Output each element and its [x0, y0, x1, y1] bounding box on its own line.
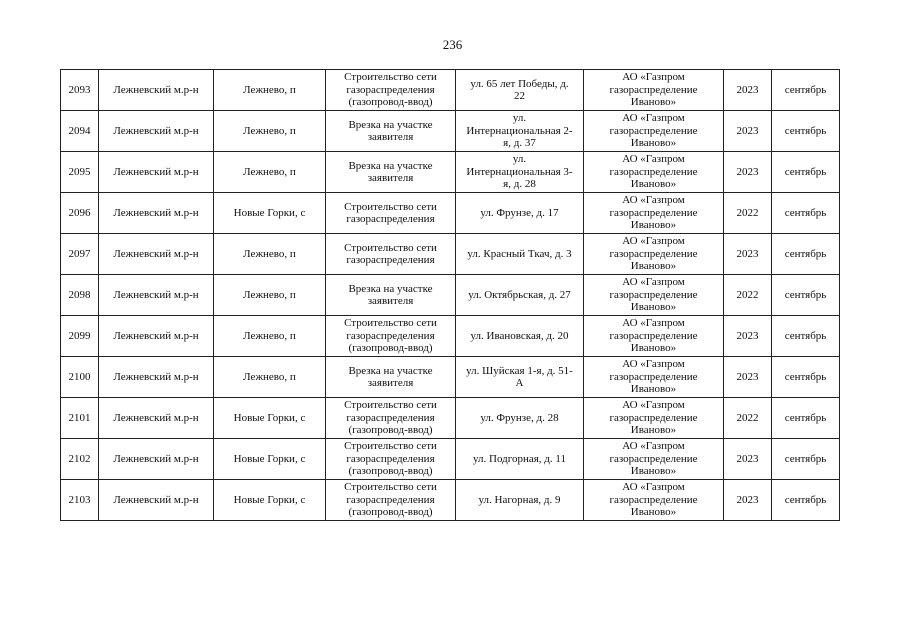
address-cell: ул. Красный Ткач, д. 3 [456, 234, 584, 275]
year-cell: 2022 [724, 398, 772, 439]
address-cell: ул. Фрунзе, д. 17 [456, 193, 584, 234]
address-cell: ул. Интернациональная 3- я, д. 28 [456, 152, 584, 193]
organization-cell: АО «Газпром газораспределение Иваново» [584, 357, 724, 398]
district-cell: Лежневский м.р-н [99, 111, 214, 152]
settlement-cell: Новые Горки, с [214, 480, 326, 521]
row-number-cell: 2093 [61, 70, 99, 111]
table-row [61, 70, 840, 111]
work-type-cell: Строительство сети газораспределения [326, 193, 456, 234]
table-row [61, 275, 840, 316]
table-row [61, 152, 840, 193]
address-cell: ул. Подгорная, д. 11 [456, 439, 584, 480]
month-cell: сентябрь [772, 480, 840, 521]
month-cell: сентябрь [772, 275, 840, 316]
work-type-cell: Строительство сети газораспределения (газопровод-ввод) [326, 316, 456, 357]
work-type-cell: Врезка на участке заявителя [326, 275, 456, 316]
district-cell: Лежневский м.р-н [99, 439, 214, 480]
month-cell: сентябрь [772, 439, 840, 480]
organization-cell: АО «Газпром газораспределение Иваново» [584, 275, 724, 316]
district-cell: Лежневский м.р-н [99, 275, 214, 316]
settlement-cell: Лежнево, п [214, 316, 326, 357]
year-cell: 2022 [724, 193, 772, 234]
district-cell: Лежневский м.р-н [99, 193, 214, 234]
address-cell: ул. Октябрьская, д. 27 [456, 275, 584, 316]
district-cell: Лежневский м.р-н [99, 480, 214, 521]
table-row [61, 398, 840, 439]
settlement-cell: Новые Горки, с [214, 439, 326, 480]
district-cell: Лежневский м.р-н [99, 70, 214, 111]
table-row [61, 193, 840, 234]
month-cell: сентябрь [772, 234, 840, 275]
address-cell: ул. 65 лет Победы, д. 22 [456, 70, 584, 111]
row-number-cell: 2096 [61, 193, 99, 234]
year-cell: 2023 [724, 234, 772, 275]
work-type-cell: Строительство сети газораспределения (газопровод-ввод) [326, 480, 456, 521]
work-type-cell: Строительство сети газораспределения [326, 234, 456, 275]
table-row [61, 439, 840, 480]
month-cell: сентябрь [772, 70, 840, 111]
address-cell: ул. Нагорная, д. 9 [456, 480, 584, 521]
work-type-cell: Строительство сети газораспределения (газопровод-ввод) [326, 70, 456, 111]
settlement-cell: Лежнево, п [214, 111, 326, 152]
district-cell: Лежневский м.р-н [99, 152, 214, 193]
district-cell: Лежневский м.р-н [99, 316, 214, 357]
table-row [61, 480, 840, 521]
table-body [61, 70, 840, 521]
organization-cell: АО «Газпром газораспределение Иваново» [584, 398, 724, 439]
settlement-cell: Новые Горки, с [214, 193, 326, 234]
settlement-cell: Лежнево, п [214, 234, 326, 275]
address-cell: ул. Шуйская 1-я, д. 51- А [456, 357, 584, 398]
year-cell: 2023 [724, 357, 772, 398]
settlement-cell: Лежнево, п [214, 357, 326, 398]
row-number-cell: 2094 [61, 111, 99, 152]
work-type-cell: Врезка на участке заявителя [326, 111, 456, 152]
month-cell: сентябрь [772, 357, 840, 398]
work-type-cell: Строительство сети газораспределения (газопровод-ввод) [326, 439, 456, 480]
row-number-cell: 2101 [61, 398, 99, 439]
row-number-cell: 2100 [61, 357, 99, 398]
table-row [61, 316, 840, 357]
district-cell: Лежневский м.р-н [99, 357, 214, 398]
table-row [61, 111, 840, 152]
row-number-cell: 2095 [61, 152, 99, 193]
table-row [61, 234, 840, 275]
district-cell: Лежневский м.р-н [99, 398, 214, 439]
row-number-cell: 2099 [61, 316, 99, 357]
organization-cell: АО «Газпром газораспределение Иваново» [584, 70, 724, 111]
work-type-cell: Строительство сети газораспределения (газопровод-ввод) [326, 398, 456, 439]
month-cell: сентябрь [772, 398, 840, 439]
month-cell: сентябрь [772, 152, 840, 193]
organization-cell: АО «Газпром газораспределение Иваново» [584, 152, 724, 193]
settlement-cell: Лежнево, п [214, 275, 326, 316]
month-cell: сентябрь [772, 193, 840, 234]
row-number-cell: 2102 [61, 439, 99, 480]
address-cell: ул. Ивановская, д. 20 [456, 316, 584, 357]
year-cell: 2023 [724, 111, 772, 152]
organization-cell: АО «Газпром газораспределение Иваново» [584, 193, 724, 234]
row-number-cell: 2098 [61, 275, 99, 316]
page-number: 236 [442, 37, 463, 52]
year-cell: 2023 [724, 70, 772, 111]
organization-cell: АО «Газпром газораспределение Иваново» [584, 480, 724, 521]
work-type-cell: Врезка на участке заявителя [326, 357, 456, 398]
year-cell: 2023 [724, 480, 772, 521]
month-cell: сентябрь [772, 316, 840, 357]
organization-cell: АО «Газпром газораспределение Иваново» [584, 439, 724, 480]
work-type-cell: Врезка на участке заявителя [326, 152, 456, 193]
settlement-cell: Лежнево, п [214, 70, 326, 111]
settlement-cell: Лежнево, п [214, 152, 326, 193]
gas-connection-table [60, 69, 840, 521]
address-cell: ул. Фрунзе, д. 28 [456, 398, 584, 439]
row-number-cell: 2097 [61, 234, 99, 275]
organization-cell: АО «Газпром газораспределение Иваново» [584, 316, 724, 357]
year-cell: 2023 [724, 152, 772, 193]
settlement-cell: Новые Горки, с [214, 398, 326, 439]
year-cell: 2023 [724, 316, 772, 357]
year-cell: 2022 [724, 275, 772, 316]
year-cell: 2023 [724, 439, 772, 480]
address-cell: ул. Интернациональная 2- я, д. 37 [456, 111, 584, 152]
organization-cell: АО «Газпром газораспределение Иваново» [584, 111, 724, 152]
row-number-cell: 2103 [61, 480, 99, 521]
district-cell: Лежневский м.р-н [99, 234, 214, 275]
table-row [61, 357, 840, 398]
organization-cell: АО «Газпром газораспределение Иваново» [584, 234, 724, 275]
month-cell: сентябрь [772, 111, 840, 152]
